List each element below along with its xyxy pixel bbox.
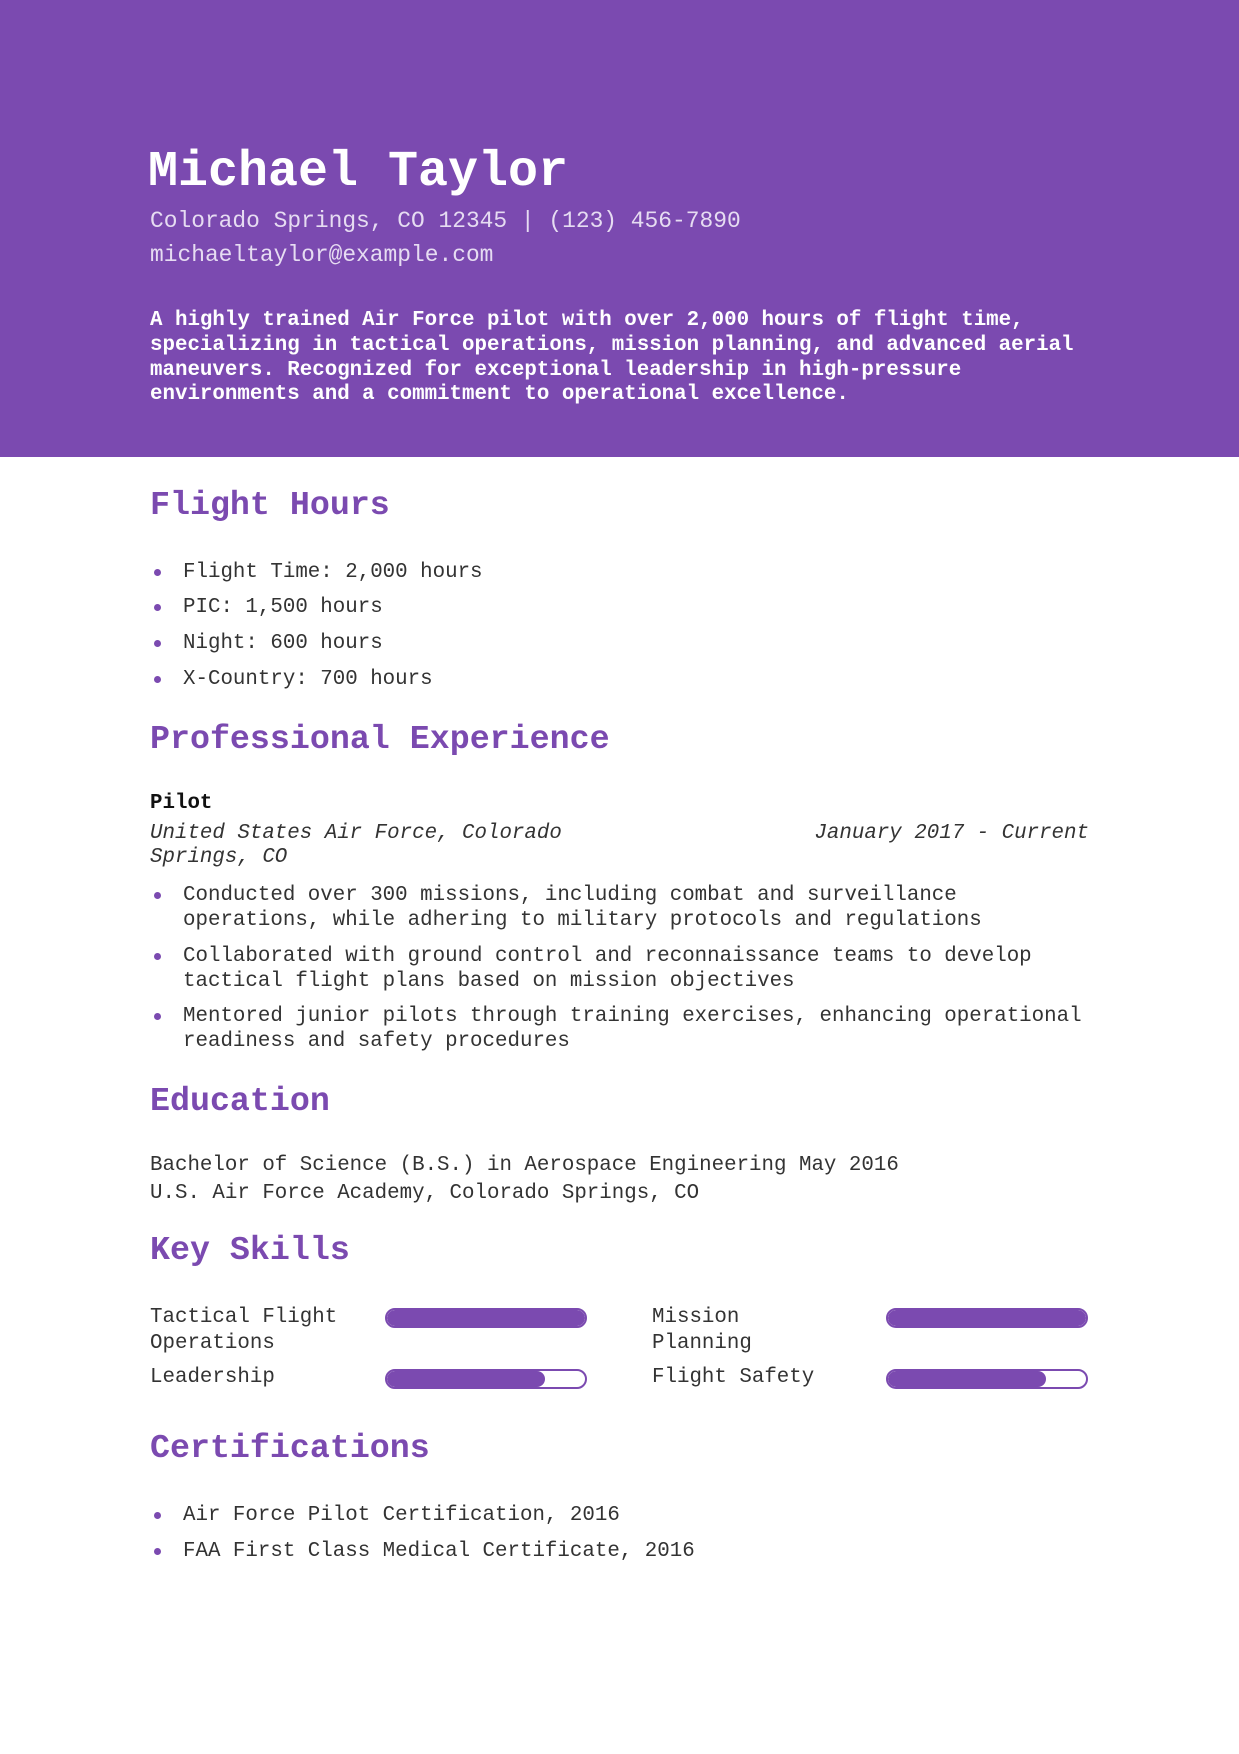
bullet-icon (154, 1512, 161, 1519)
skill-bar-fill (888, 1371, 1046, 1387)
summary: A highly trained Air Force pilot with over 2,000 hours of flight time, specializing in tactical operations, mission planning, and advanced aerial maneuvers. Recognized for exceptional leadership in high-pressure environments and a commitment to operational excellence. (150, 309, 1074, 407)
skill-bar-fill (387, 1371, 545, 1387)
job-dates: January 2017 - Current (814, 822, 1089, 845)
degree: Bachelor of Science (B.S.) in Aerospace Engineering May 2016 (150, 1154, 899, 1177)
bullet-icon (154, 1013, 161, 1020)
skill-label: Flight Safety (652, 1366, 815, 1389)
candidate-name: Michael Taylor (148, 144, 569, 201)
bullet-icon (154, 640, 161, 647)
section-title-education: Education (150, 1082, 330, 1120)
section-title-skills: Key Skills (150, 1231, 350, 1269)
section-title-flight-hours: Flight Hours (150, 486, 390, 524)
email: michaeltaylor@example.com (150, 242, 494, 268)
skill-bar (886, 1308, 1088, 1328)
job-title: Pilot (150, 792, 213, 815)
section-title-experience: Professional Experience (150, 720, 610, 758)
section-title-certifications: Certifications (150, 1429, 430, 1467)
skill-bar-fill (888, 1310, 1086, 1326)
skill-label: Operations (150, 1332, 275, 1355)
skill-label: Tactical Flight (150, 1306, 338, 1329)
skill-label: Mission (652, 1306, 740, 1329)
skill-label: Planning (652, 1332, 752, 1355)
skill-bar (385, 1308, 587, 1328)
bullet-icon (154, 953, 161, 960)
skill-bar-fill (387, 1310, 585, 1326)
bullet-icon (154, 676, 161, 683)
contact-line: Colorado Springs, CO 12345 | (123) 456-7890 (150, 208, 741, 234)
employer: United States Air Force, Colorado (150, 822, 562, 845)
school: U.S. Air Force Academy, Colorado Springs, CO (150, 1182, 700, 1205)
bullet-icon (154, 604, 161, 611)
bullet-icon (154, 1548, 161, 1555)
skill-bar (385, 1369, 587, 1389)
skill-label: Leadership (150, 1366, 275, 1389)
bullet-icon (154, 569, 161, 576)
skill-bar (886, 1369, 1088, 1389)
employer-location: Springs, CO (150, 846, 288, 869)
bullet-icon (154, 892, 161, 899)
